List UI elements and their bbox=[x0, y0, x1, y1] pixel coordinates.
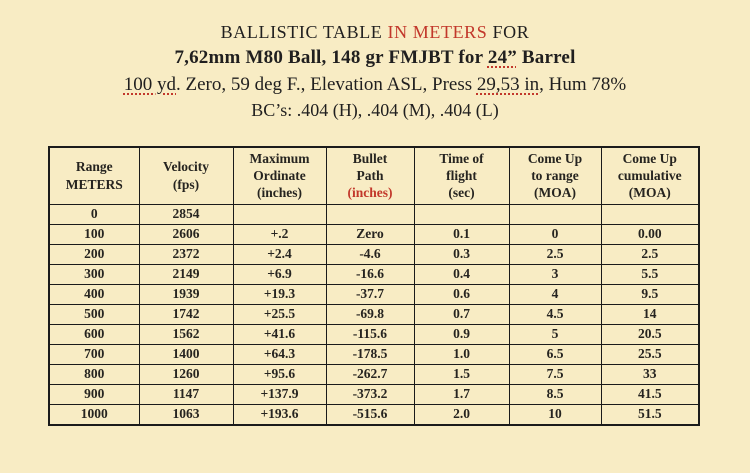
table-cell: -373.2 bbox=[326, 384, 414, 404]
table-cell: 400 bbox=[49, 284, 139, 304]
column-header-come-up-to-range bbox=[509, 147, 601, 204]
table-cell: 600 bbox=[49, 324, 139, 344]
header-text: (MOA) bbox=[628, 185, 671, 201]
header-text: Path bbox=[356, 168, 384, 184]
table-cell: 0.1 bbox=[414, 224, 509, 244]
table-cell: 1.7 bbox=[414, 384, 509, 404]
table-cell: 41.5 bbox=[601, 384, 699, 404]
table-cell: 300 bbox=[49, 264, 139, 284]
table-cell: 2.5 bbox=[509, 244, 601, 264]
ballistic-table bbox=[48, 146, 700, 426]
table-cell: 9.5 bbox=[601, 284, 699, 304]
table-cell: 0.9 bbox=[414, 324, 509, 344]
table-row bbox=[49, 264, 699, 284]
table-cell: +25.5 bbox=[233, 304, 326, 324]
header-text: Come Up bbox=[527, 150, 583, 166]
header-text: Maximum bbox=[249, 150, 310, 166]
table-cell: 800 bbox=[49, 364, 139, 384]
title-line-3-post: , Hum 78% bbox=[539, 74, 627, 95]
table-cell: 5.5 bbox=[601, 264, 699, 284]
table-cell: Zero bbox=[326, 224, 414, 244]
header-text: cumulative bbox=[617, 168, 682, 184]
header-text: (sec) bbox=[448, 185, 475, 201]
table-cell: -4.6 bbox=[326, 244, 414, 264]
table-cell: 6.5 bbox=[509, 344, 601, 364]
table-row bbox=[49, 224, 699, 244]
table-row bbox=[49, 344, 699, 364]
table-cell: 900 bbox=[49, 384, 139, 404]
column-header-come-up-cumulative bbox=[601, 147, 699, 204]
table-cell: -262.7 bbox=[326, 364, 414, 384]
table-body bbox=[49, 204, 699, 425]
header-text: (inches) bbox=[257, 185, 302, 201]
table-row bbox=[49, 324, 699, 344]
table-cell bbox=[509, 204, 601, 224]
column-header-time-of-flight bbox=[414, 147, 509, 204]
table-cell: 1400 bbox=[139, 344, 233, 364]
title-line-3 bbox=[0, 74, 750, 96]
table-cell: 7.5 bbox=[509, 364, 601, 384]
table-cell: 14 bbox=[601, 304, 699, 324]
header-text: flight bbox=[446, 168, 477, 184]
table-cell: 0.7 bbox=[414, 304, 509, 324]
table-cell: 20.5 bbox=[601, 324, 699, 344]
table-cell: +2.4 bbox=[233, 244, 326, 264]
column-header-velocity bbox=[139, 147, 233, 204]
header-text-red: (inches) bbox=[347, 185, 393, 201]
header-text: Range bbox=[75, 159, 113, 175]
table-cell: 1063 bbox=[139, 404, 233, 425]
table-row bbox=[49, 304, 699, 324]
table-row bbox=[49, 404, 699, 425]
title-line-4: BC’s: .404 (H), .404 (M), .404 (L) bbox=[251, 100, 499, 120]
table-cell: 1.0 bbox=[414, 344, 509, 364]
header-text: Come Up bbox=[622, 150, 677, 166]
table-cell: 0.00 bbox=[601, 224, 699, 244]
table-cell: 33 bbox=[601, 364, 699, 384]
table-cell: 1.5 bbox=[414, 364, 509, 384]
table-cell: +.2 bbox=[233, 224, 326, 244]
table-cell: +95.6 bbox=[233, 364, 326, 384]
table-cell: 2372 bbox=[139, 244, 233, 264]
title-line-1-post: FOR bbox=[487, 22, 530, 42]
title-line-1 bbox=[0, 22, 750, 43]
title-line-2-underlined-text: 24” bbox=[487, 47, 517, 68]
title-line-3-underlined-text-1: 100 yd bbox=[123, 74, 176, 95]
table-cell: 0.4 bbox=[414, 264, 509, 284]
table-cell: 500 bbox=[49, 304, 139, 324]
table-cell: 3 bbox=[509, 264, 601, 284]
title-block bbox=[0, 22, 750, 121]
table-cell: 2.0 bbox=[414, 404, 509, 425]
table-cell: -16.6 bbox=[326, 264, 414, 284]
table-cell: +64.3 bbox=[233, 344, 326, 364]
table-cell: +6.9 bbox=[233, 264, 326, 284]
table-row bbox=[49, 284, 699, 304]
table-cell: -515.6 bbox=[326, 404, 414, 425]
title-line-2-pre: 7,62mm M80 Ball, 148 gr FMJBT for bbox=[174, 47, 488, 68]
table-cell: 700 bbox=[49, 344, 139, 364]
table-cell: -115.6 bbox=[326, 324, 414, 344]
header-text: Ordinate bbox=[253, 168, 306, 184]
header-text: Velocity bbox=[163, 159, 209, 175]
header-row bbox=[49, 147, 699, 204]
table-cell: 0 bbox=[509, 224, 601, 244]
table-cell: 1562 bbox=[139, 324, 233, 344]
title-line-3-mid: . Zero, 59 deg F., Elevation ASL, Press bbox=[176, 74, 477, 95]
title-line-2-post: Barrel bbox=[516, 47, 576, 68]
table-row bbox=[49, 384, 699, 404]
column-header-maximum-ordinate bbox=[233, 147, 326, 204]
title-line-1-red-text: IN METERS bbox=[387, 22, 488, 42]
table-cell: +193.6 bbox=[233, 404, 326, 425]
table-cell: 51.5 bbox=[601, 404, 699, 425]
title-line-3-underlined-text-2: 29,53 in bbox=[476, 74, 540, 95]
table-cell bbox=[326, 204, 414, 224]
table-cell: 0.3 bbox=[414, 244, 509, 264]
header-text: Time of bbox=[439, 150, 484, 166]
table-row bbox=[49, 204, 699, 224]
table-cell: -178.5 bbox=[326, 344, 414, 364]
title-line-2 bbox=[0, 47, 750, 69]
table-cell: +19.3 bbox=[233, 284, 326, 304]
header-text: METERS bbox=[65, 176, 123, 192]
table-cell: 8.5 bbox=[509, 384, 601, 404]
table-cell: -37.7 bbox=[326, 284, 414, 304]
table-cell bbox=[601, 204, 699, 224]
table-cell: 0.6 bbox=[414, 284, 509, 304]
table-cell: 1742 bbox=[139, 304, 233, 324]
table-cell: 1147 bbox=[139, 384, 233, 404]
table-cell: -69.8 bbox=[326, 304, 414, 324]
table-cell bbox=[233, 204, 326, 224]
header-text: to range bbox=[531, 168, 579, 184]
table-cell: 2.5 bbox=[601, 244, 699, 264]
table-cell: 2854 bbox=[139, 204, 233, 224]
column-header-bullet-path bbox=[326, 147, 414, 204]
table-cell: 2149 bbox=[139, 264, 233, 284]
table-cell: 200 bbox=[49, 244, 139, 264]
table-cell: 0 bbox=[49, 204, 139, 224]
table-cell: 1000 bbox=[49, 404, 139, 425]
header-text: (MOA) bbox=[534, 185, 576, 201]
header-text: (fps) bbox=[172, 176, 200, 192]
table-cell: 100 bbox=[49, 224, 139, 244]
column-header-range bbox=[49, 147, 139, 204]
title-line-1-pre: BALLISTIC TABLE bbox=[220, 22, 388, 42]
table-cell: 1260 bbox=[139, 364, 233, 384]
header-text: Bullet bbox=[352, 150, 388, 166]
table-cell bbox=[414, 204, 509, 224]
table-cell: +41.6 bbox=[233, 324, 326, 344]
table-cell: 2606 bbox=[139, 224, 233, 244]
table-cell: 4 bbox=[509, 284, 601, 304]
table-cell: 5 bbox=[509, 324, 601, 344]
table-row bbox=[49, 364, 699, 384]
table-cell: 10 bbox=[509, 404, 601, 425]
table-cell: 1939 bbox=[139, 284, 233, 304]
table-cell: 25.5 bbox=[601, 344, 699, 364]
table-cell: 4.5 bbox=[509, 304, 601, 324]
table-header bbox=[49, 147, 699, 204]
table-row bbox=[49, 244, 699, 264]
table-cell: +137.9 bbox=[233, 384, 326, 404]
